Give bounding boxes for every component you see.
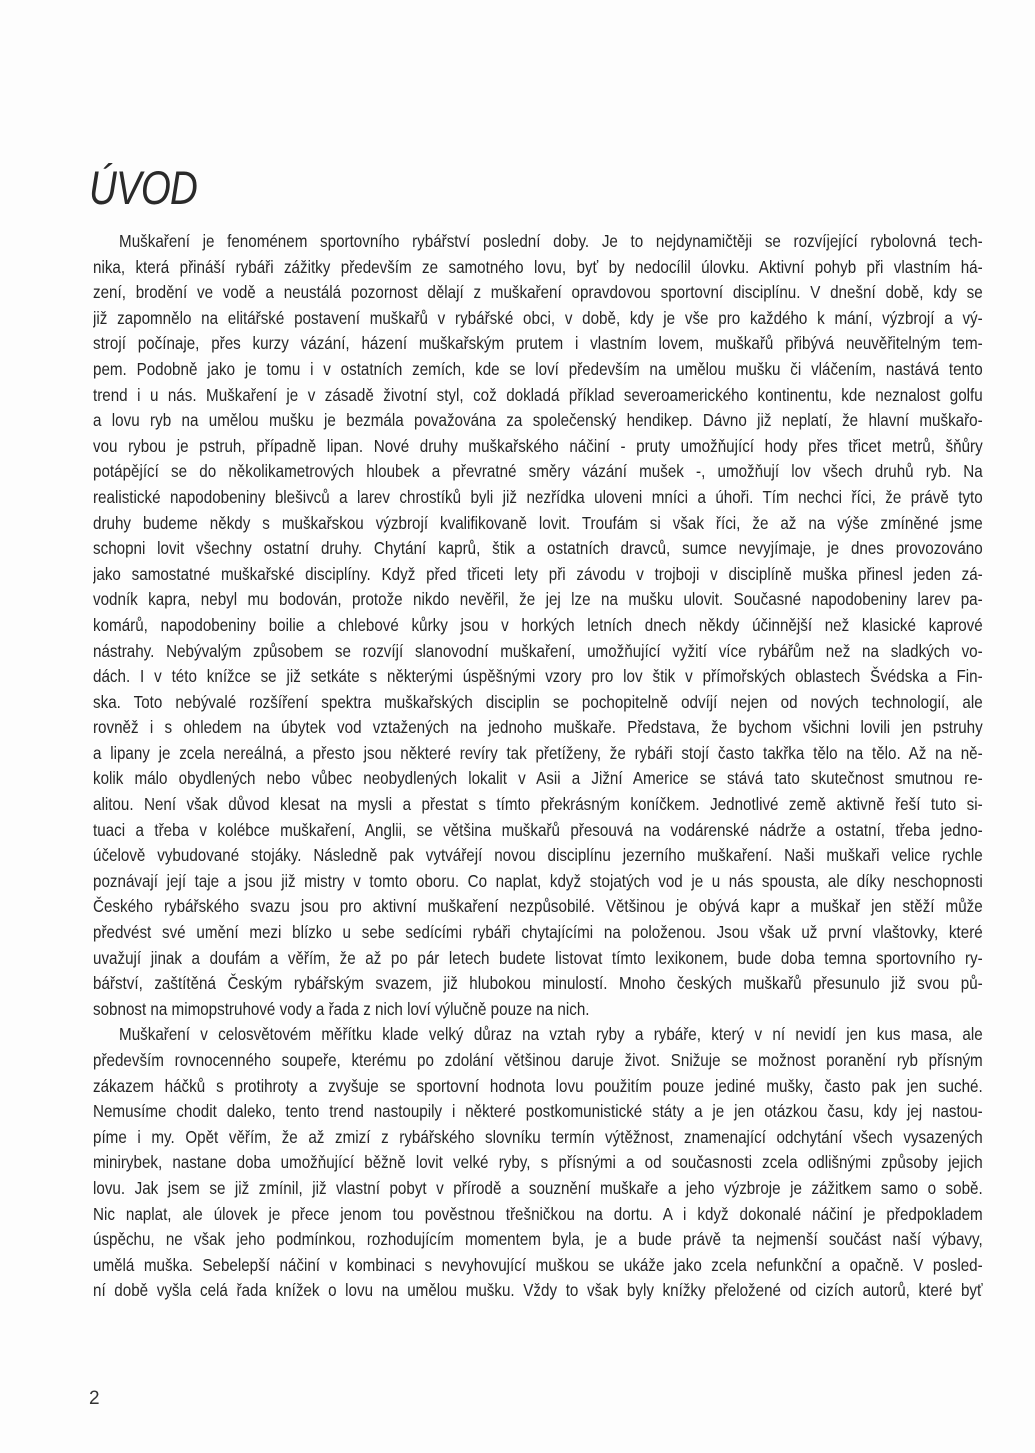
text-line: sobnost na mimopstruhové vody a řada z nich loví výlučně pouze na nich. [93,998,590,1019]
text-line: nika, která přináší rybáři zážitky především ze samotného lovu, byť by nedocílil úlovku. Aktivní pohyb při vlastním há- [93,256,983,277]
text-line: a lovu ryb na umělou mušku je bezmála považována za společenský hendikep. Dávno již neplatí, že hlavní muškařo- [93,410,983,431]
text-line: druhy budeme někdy s muškařskou výzbrojí kvalifikovaně lovit. Troufám si však říci, že až na výše zmíněné jsme [93,512,983,533]
text-line: Nemusíme chodit daleko, tento trend nastoupily i některé postkomunistické státy a je jen otázkou času, kdy jej nastou- [93,1101,983,1122]
text-line: vou rybou je pstruh, případně lipan. Nové druhy muškařského náčiní - pruty umožňující hody přes třicet metrů, šňůry [93,435,983,456]
text-line: komárů, napodobeniny boilie a chlebové kůrky jsou v horkých letních dnech někdy účinnější než klasické kaprové [93,614,983,635]
text-line: úspěchu, ne však jeho podmínkou, rozhodujícím momentem byla, je a bude právě ta nejmenší součást naší výbavy, [93,1229,983,1250]
text-line: trend i u nás. Muškaření je v zásadě životní styl, což dokladá příklad severoamerického kontinentu, kde neznalost golfu [93,384,983,405]
text-line: lovu. Jak jsem se již zmínil, již vlastní pobyt v přírodě a souznění muškaře a jeho výzbroje je zážitkem samo o sobě. [93,1177,983,1198]
text-line: potápějící se do několikametrových hloubek a převratné směry vázání mušek -, umožňují lov všech druhů ryb. Na [93,461,983,482]
text-line: již zapomnělo na elitářské postavení muškařů v rybářské obci, v době, kdy je vše pro každého k mání, výzbrojí a vý- [93,307,983,328]
chapter-heading: ÚVOD [89,161,198,214]
text-line: především rovnocenného soupeře, kterému po zdolání většinou daruje život. Snižuje se možnost poranění ryb přísným [93,1050,983,1070]
text-line: ní době vyšla celá řada knížek o lovu na umělou mušku. Vždy to však byly knížky přeložené od cizích autorů, které byť [93,1280,983,1301]
text-line: předvést své umění mezi blízko u sebe sedícími rybáři chytajícími na položenou. Jsou však už první vlaštovky, které [93,922,983,943]
text-line: účelově vybudované stojáky. Následně pak vytvářejí novou disciplínu jezerního muškaření. Naši muškaři velice rychle [93,845,983,866]
text-line: ska. Toto nebývalé rozšíření spektra muškařských disciplin se pochopitelně odvíjí nejen od nových technologií, ale [93,691,983,712]
text-line: zení, brodění ve vodě a neustálá pozornost dělají z muškaření opravdovou sportovní disciplínu. V dnešní době, kdy se [93,282,983,303]
text-line: minirybek, nastane doba umožňující běžně lovit velké ryby, s přísnými a od současnosti zcela odlišnými způsoby jejich [93,1152,983,1173]
text-line: kolik málo obydlených nebo vůbec neobydlených lokalit v Asii a Jižní Americe se stává tato skutečnost smutnou re- [93,768,983,789]
body-text [93,229,983,1304]
text-line: rovněž i s ohledem na úbytek vod vztažených na jednoho muškaře. Představa, že bychom všichni lovili jen pstruhy [93,717,983,738]
text-line: nástrahy. Nebývalým způsobem se rozvíjí slanovodní muškaření, umožňující vyžití více rybářům než na sladkých vo- [93,640,983,661]
text-line: pem. Podobně jako je tomu i v ostatních zemích, kde se loví především na umělou mušku či vláčením, nastává tento [93,358,983,379]
text-line: Českého rybářského svazu jsou pro aktivní muškaření nezpůsobilé. Většinou je obývá kapr a muškař jen stěží může [93,896,983,917]
text-line: Muškaření v celosvětovém měřítku klade velký důraz na vztah ryby a rybáře, který v ní nevidí jen kus masa, ale [119,1024,983,1045]
text-line: dách. I v této knížce se již setkáte s některými úspěšnými vzory pro lov štik v přímořských oblastech Švédska a Fin- [93,666,983,687]
text-line: bářství, zaštítěná Českým rybářským svazem, již hlubokou minulostí. Mnoho českých muškařů přesunulo již svou pů- [93,973,983,994]
text-line: poznávají její taje a jsou již mistry v tomto oboru. Co naplat, když stojatých vod je u nás spousta, ale díky neschopnosti [93,870,983,891]
text-line: zákazem háčků s protihroty a zvyšuje se sportovní hodnota lovu použitím pouze jediné mušky, často pak jen suché. [93,1075,983,1096]
text-line: a lipany je zcela nereálná, a přesto jsou některé revíry tak přetíženy, že rybáři stojí často takřka tělo na tělo. Až na ně- [93,742,983,763]
page-number: 2 [89,1388,100,1409]
text-line: vodník kapra, nebyl mu bodován, protože nikdo nevěřil, že jej lze na mušku ulovit. Současné napodobeniny larev pa- [93,589,983,610]
text-line: alitou. Není však důvod klesat na mysli a přestat s tímto překrásným koníčkem. Jednotlivé země aktivně řeší tuto si- [93,794,983,815]
text-line: schopni lovit všechny ostatní druhy. Chytání kaprů, štik a ostatních dravců, sumce nevyjímaje, je dnes provozováno [93,538,983,559]
text-line: uvažují jinak a doufám a věřím, že až po pár letech budete listovat tímto lexikonem, bude doba temna sportovního ry- [93,947,983,968]
text-line: realistické napodobeniny blešivců a larev chrostíků byli již nezřídka uloveni mníci a úhoři. Tím nechci říci, že právě tyto [93,486,983,507]
text-line: Muškaření je fenoménem sportovního rybářství poslední doby. Je to nejdynamičtěji se rozvíjející rybolovná tech- [119,231,983,251]
text-line: tuaci a třeba v kolébce muškaření, Anglii, se většina muškařů přesouvá na vodárenské nádrže a ostatní, třeba jedno- [93,819,983,840]
text-line: jako samostatné muškařské disciplíny. Když před třiceti lety při závodu v trojboji v disciplíně muška přinesl jeden zá- [93,563,983,584]
text-line: Nic naplat, ale úlovek je přece jenom tou pověstnou třešničkou na dortu. A i když dokonalé náčiní je předpokladem [93,1203,983,1224]
text-line: strojí počínaje, přes kurzy vázání, házení muškařským prutem i vlastním lovem, muškařů přibývá neuvěřitelným tem- [93,333,983,354]
text-line: umělá muška. Sebelepší náčiní v kombinaci s nevyhovující muškou se ukáže jako zcela nefunkční a opačně. V posled- [93,1254,983,1275]
text-line: píme i my. Opět věřím, že až zmizí z rybářského slovníku termín výtěžnost, znamenající odchytání všech vysazených [93,1126,983,1147]
